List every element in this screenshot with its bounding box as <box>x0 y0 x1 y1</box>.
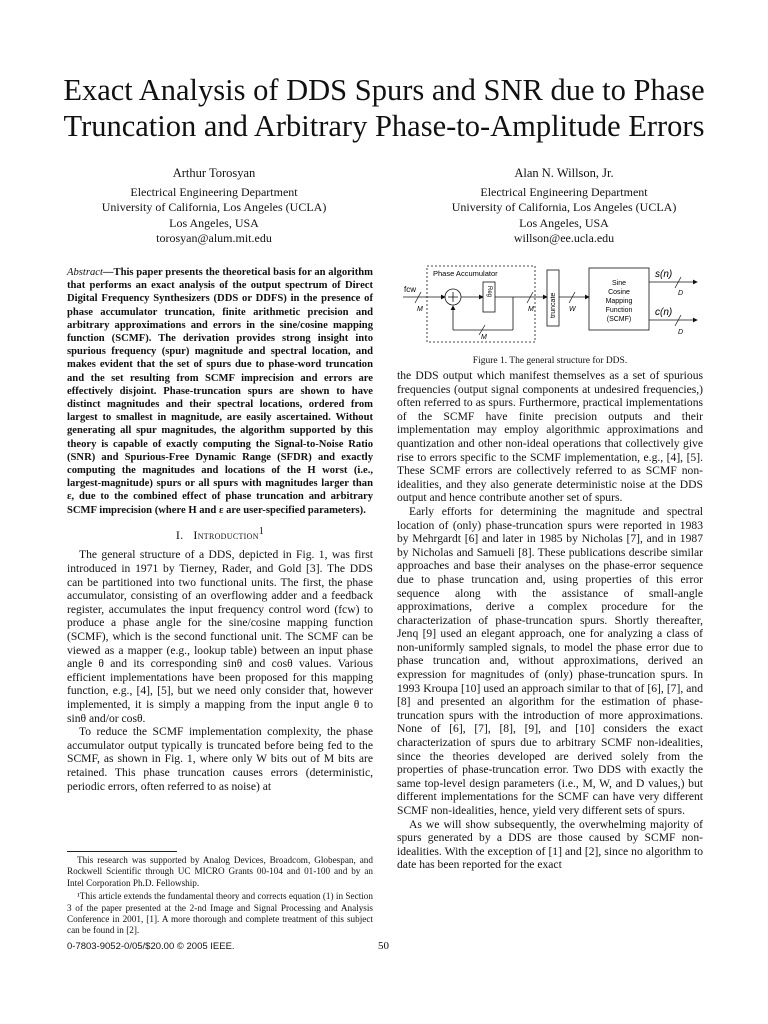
left-column <box>67 266 373 793</box>
author-email: torosyan@alum.mit.edu <box>156 231 272 245</box>
author-dept: Electrical Engineering Department <box>130 184 298 199</box>
acc-out-width-label: M <box>528 306 534 313</box>
title-line-2: Truncation and Arbitrary Phase-to-Amplitude Errors <box>63 109 705 143</box>
feedback-width-label: M <box>481 334 487 341</box>
section-number: I. <box>175 527 184 542</box>
author-email: willson@ee.ucla.edu <box>513 231 615 245</box>
bus-width-label: M <box>417 306 423 313</box>
author-univ: University of California, Los Angeles (UCLA) <box>101 200 327 214</box>
scmf-label-line: Cosine <box>608 289 630 296</box>
author-city: Los Angeles, USA <box>519 215 609 230</box>
author-city: Los Angeles, USA <box>169 215 259 230</box>
scmf-label-line: Function <box>605 307 633 314</box>
paragraph: As we will show subsequently, the overwhelming majority of spurs generated by a DDS are those caused by SCMF non-idealities. With the exception of [1] and [2], since no algorithm to date has been reported for the exact <box>397 817 703 872</box>
author-block-2 <box>414 166 714 247</box>
paper-title <box>40 72 728 144</box>
author-name: Alan N. Willson, Jr. <box>514 166 614 180</box>
author-block-1 <box>64 166 364 247</box>
section-heading <box>67 525 373 543</box>
author-name: Arthur Torosyan <box>172 166 256 180</box>
abstract-lead: Abstract <box>67 267 103 278</box>
fcw-label: fcw <box>404 285 416 294</box>
paragraph: Early efforts for determining the magnitude and spectral location of (only) phase-truncation spurs were reported in 1983 by Mehrgardt [6] and later in 1985 by Nicholas [7], and in 1987 by Nicholas and Samueli [8]. These publications describe similar approaches and base their analyses on the phase-error sequence due to phase truncation and, using properties of this error sequence along with the assistance of small-angle approximations, derive a complex procedure for the characterization of phase-truncation spurs. Shortly thereafter, Jenq [9] used an elegant approach, one for analyzing a class of non-uniformly sampled signals, to model the phase error due to phase truncation and, without approximations, derived an expression for magnitudes of (only) phase-truncation spurs. In 1993 Kroupa [10] used an approach similar to that of [6], [7], and [8] and presented an algorithm for the estimation of phase-truncation spurs with the introduction of more approximations. None of [6], [7], [8], [9], and [10] considers the exact characterization of spurs due to arbitrary SCMF non-idealities, since the theories developed are derived solely from the properties of phase-truncation error. Two DDS with exactly the same top-level design parameters (i.e., M, W, and D values,) but different implementations for the SCMF can have very different SCMF non-idealities, hence, yield very different sets of spurs. <box>397 504 703 817</box>
footnote-rule <box>67 851 177 852</box>
footnote: ¹This article extends the fundamental theory and corrects equation (1) in Section 3 of the paper presented at the 2-nd Image and Signal Processing and Analysis Conference in 2001, [1]. A more thorough and complete treatment of this subject can be found in [2]. <box>67 891 373 936</box>
right-column <box>397 369 703 872</box>
figure-1 <box>397 262 703 370</box>
paragraph: The general structure of a DDS, depicted in Fig. 1, was first introduced in 1971 by Tierney, Rader, and Gold [3]. The DDS can be partitioned into two functional units. The first, the phase accumulator, consisting of an overflowing adder and a feedback register, accumulates the input frequency control word (fcw) to produce a phase angle for the sine/cosine mapping function (SCMF), which is the second functional unit. The SCMF can be viewed as a mapper (e.g., lookup table) between an input phase angle θ and its corresponding sinθ and cosθ values. Various efficient implementations have been proposed for this mapping function, e.g., [4], [5], but we need only consider that, however implemented, it is simply a mapping from the input angle θ to sinθ and/or cosθ. <box>67 548 373 725</box>
paragraph: To reduce the SCMF implementation complexity, the phase accumulator output typically is truncated before being fed to the SCMF, as shown in Fig. 1, where only W bits out of M bits are retained. This phase truncation causes errors (deterministic, periodic errors, often referred to as noise) at <box>67 725 373 793</box>
scmf-label-line: Sine <box>611 280 627 287</box>
output-s-label: s(n) <box>655 269 673 280</box>
truncate-label: truncate <box>550 292 557 318</box>
abstract <box>67 266 373 517</box>
scmf-label-line: Mapping <box>605 298 633 305</box>
section-title: Introduction <box>193 527 259 542</box>
register-label: Reg <box>486 286 492 298</box>
figure-caption: Figure 1. The general structure for DDS. <box>472 356 628 366</box>
output-c-label: c(n) <box>655 307 673 318</box>
footnotes <box>67 855 373 939</box>
page-number: 50 <box>378 940 389 952</box>
title-line-1: Exact Analysis of DDS Spurs and SNR due to Phase <box>63 73 705 107</box>
paragraph: the DDS output which manifest themselves as a set of spurious frequencies (output signal components at undesired frequencies,) often referred to as spurs. Furthermore, practical implementations of the SCMF have finite precision outputs and their implementation may employ algorithmic approximations and quantization and other non-ideal operations that collectively give rise to errors specific to the SCMF implementation, e.g., [4], [5]. These SCMF errors are collectively referred to as SCMF non-idealities, and they also generate deterministic noise at the DDS output and hence contribute another set of spurs. <box>397 369 703 505</box>
section-footnote-mark: 1 <box>258 525 265 537</box>
footnote: This research was supported by Analog Devices, Broadcom, Globespan, and Rockwell Scientific through UC MICRO Grants 00-104 and 01-100 and by an Intel Corporation Ph.D. Fellowship. <box>67 855 373 888</box>
author-dept: Electrical Engineering Department <box>480 184 648 199</box>
dds-block-diagram <box>397 262 703 347</box>
copyright-notice: 0-7803-9052-0/05/$20.00 © 2005 IEEE. <box>67 941 235 952</box>
output-c-width-label: D <box>678 329 684 336</box>
output-s-width-label: D <box>678 290 684 297</box>
truncated-width-label: W <box>569 306 576 313</box>
phase-accumulator-label: Phase Accumulator <box>433 269 498 278</box>
abstract-text: —This paper presents the theoretical basis for an algorithm that performs an exact analysis of the output spectrum of Direct Digital Frequency Synthesizers (DDS or DDFS) in the presence of phase accumulator truncation, finite arithmetic precision and arbitrary approximations and errors in the sine/cosine mapping function (SCMF). The derivation provides strong insight into spurious frequency (spur) magnitude and spectral location, and makes evident that the set of spurs due to phase-word truncation and the set resulting from SCMF imprecision and errors are effectively disjoint. Phase-truncation spurs are shown to have distinct magnitudes and their spectral locations, ordered from largest to smallest in magnitude, are easily ascertained. Without generating all spur magnitudes, the algorithm supported by this theory is capable of exactly computing the Signal-to-Noise Ratio (SNR) and Spurious-Free Dynamic Range (SFDR) and exactly computing the magnitudes and locations of the H worst (i.e., largest-magnitude) spurs or all spurs with magnitudes larger than ε, due to the combined effect of phase truncation and arbitrary SCMF imprecision (where H and ε are user-specified parameters). <box>67 267 373 516</box>
author-univ: University of California, Los Angeles (UCLA) <box>451 200 677 214</box>
scmf-label-line: (SCMF) <box>606 316 632 323</box>
